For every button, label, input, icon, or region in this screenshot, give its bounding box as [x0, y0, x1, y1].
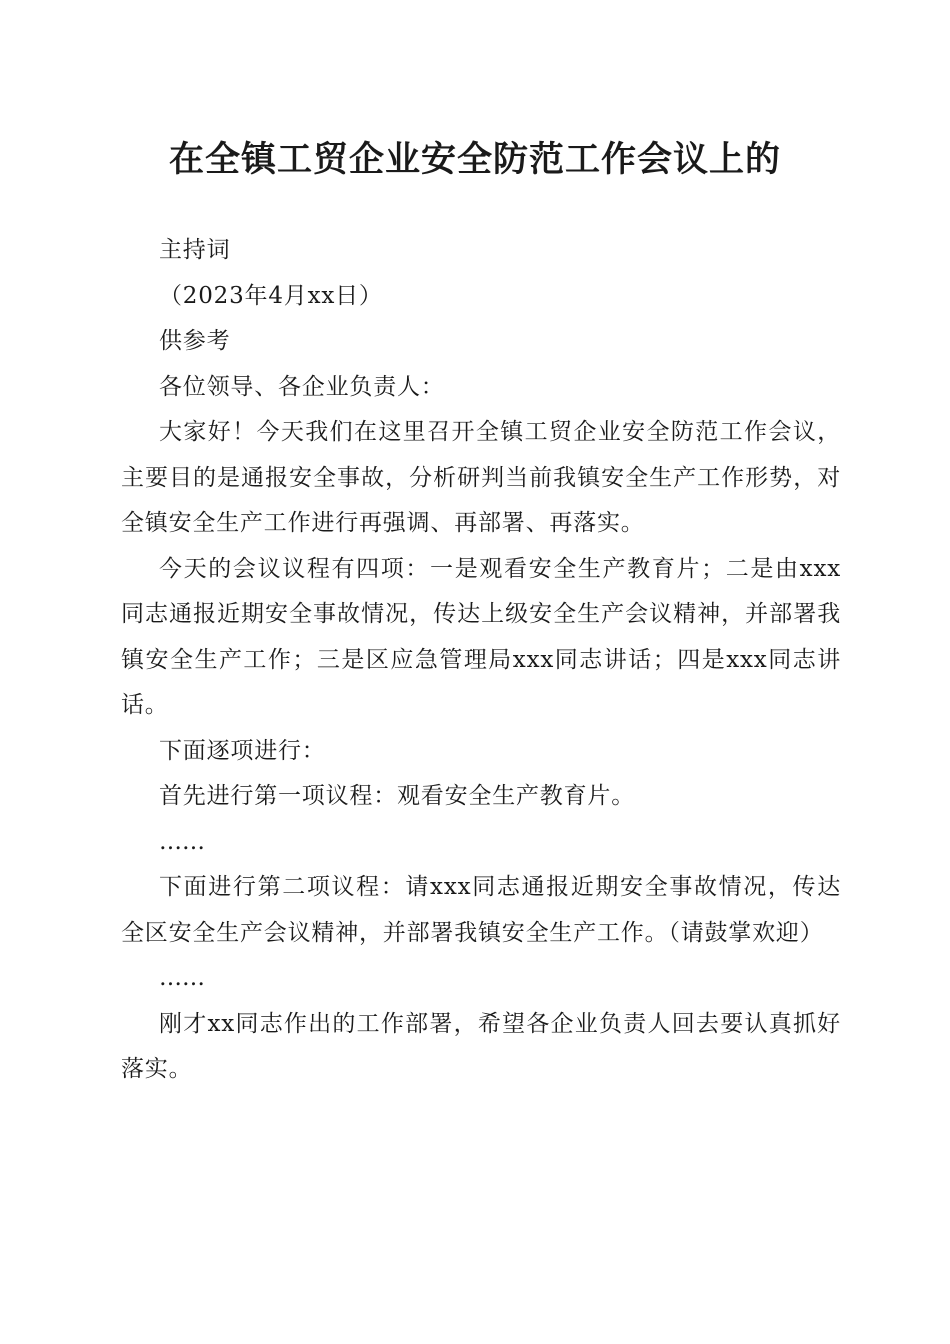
paragraph-ellipsis: ……: [159, 965, 205, 991]
paragraph-date: （2023年4月xx日）: [159, 282, 383, 309]
paragraph-ellipsis: ……: [159, 828, 205, 855]
paragraph-host-speech-label: 主持词: [159, 237, 231, 263]
paragraph-opening: 大家好！今天我们在这里召开全镇工贸企业安全防范工作会议，主要目的是通报安全事故，分析研判当前我镇安全生产工作形势，对全镇安全生产工作进行再强调、再部署、再落实。: [121, 419, 841, 536]
paragraph-for-reference: 供参考: [159, 328, 231, 354]
paragraph-proceed: 下面逐项进行：: [159, 737, 326, 764]
document-body: [121, 228, 841, 1093]
paragraph-item-two: 下面进行第二项议程：请xxx同志通报近期安全事故情况，传达全区安全生产会议精神，并部署我镇安全生产工作。（请鼓掌欢迎）: [121, 874, 841, 946]
paragraph-item-one: 首先进行第一项议程：观看安全生产教育片。: [159, 783, 635, 809]
paragraph-closing: 刚才xx同志作出的工作部署，希望各企业负责人回去要认真抓好落实。: [121, 1010, 841, 1082]
document-title: 在全镇工贸企业安全防范工作会议上的: [168, 139, 781, 180]
paragraph-salutation: 各位领导、各企业负责人：: [159, 373, 445, 400]
paragraph-agenda: 今天的会议议程有四项：一是观看安全生产教育片；二是由xxx同志通报近期安全事故情况，传达上级安全生产会议精神，并部署我镇安全生产工作；三是区应急管理局xxx同志讲话；四是xxx同志讲话。: [121, 555, 841, 718]
